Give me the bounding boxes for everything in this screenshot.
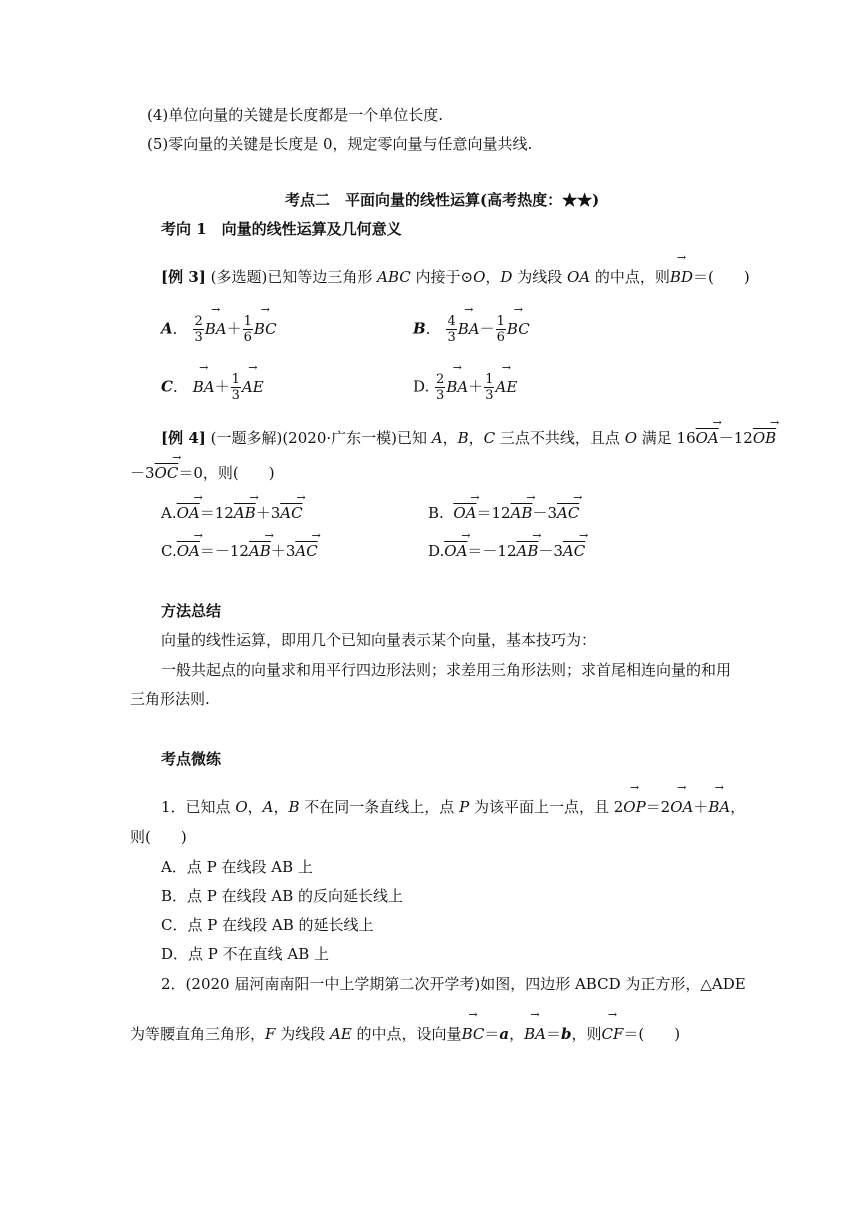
vector [557,501,579,523]
vector [517,539,539,561]
dot: ． [172,319,188,338]
option-label: C [161,377,173,396]
denominator: 3 [485,388,494,403]
example-4-tag: [例 4] [161,429,206,447]
text: ， [509,1025,525,1043]
vector-text: $\overline{AB}$ [233,504,256,522]
text: ＝－12 [199,542,249,560]
math-var: F [265,1025,276,1043]
fraction [243,314,253,345]
math-var: A [262,798,274,816]
fraction [496,314,506,345]
text: 满足 16 [637,429,696,447]
vector: → BA [205,319,227,339]
vector-text: $\overline{OA}$ [695,429,719,447]
math-var: b [560,1025,572,1043]
question-1-line2: 则( ) [130,828,187,846]
vector-oa [696,426,719,448]
vector-op: → OP [623,797,645,817]
math-var: O [235,798,248,816]
math-var: ABC [377,268,411,286]
numerator: 1 [243,314,252,329]
question-1-option-d: D．点 P 不在直线 AB 上 [161,945,330,963]
example-3-option-b [413,314,530,345]
math-var: a [499,1025,510,1043]
text: ， [247,798,263,816]
vector [280,501,302,523]
text: ＝12 [476,504,511,522]
vector-text: $\overline{AB}$ [510,504,533,522]
text: 三点不共线，且点 [495,429,625,447]
question-1-option-a: A．点 P 在线段 AB 上 [161,858,313,876]
example-4-stem-line2 [130,461,275,483]
math-var: B [288,798,300,816]
fraction [193,314,203,345]
option-label: A. [161,504,177,522]
vector-ba: → BA [708,797,730,817]
option-label: A [161,319,173,338]
method-para-1: 向量的线性运算，即用几个已知向量表示某个向量，基本技巧为： [161,631,597,649]
text: 为等腰直角三角形， [130,1025,266,1043]
math-var: A [431,429,443,447]
example-3-option-c [161,372,264,403]
vector-oc [155,461,179,483]
option-label: D. [413,377,430,396]
text: ＝2 [645,798,671,816]
operator: ＋ [468,377,484,396]
vector [249,539,271,561]
vector-text: $\overline{OC}$ [154,464,179,482]
example-3-option-d [413,372,517,403]
vector-oa: → OA [670,797,693,817]
vector-cf: → CF [602,1024,624,1044]
text: ＝ [545,1025,561,1043]
note-4: (4)单位向量的关键是长度都是一个单位长度. [147,106,444,124]
operator: － [479,319,495,338]
math-var: OA [567,268,591,286]
vector [234,501,256,523]
text: 为线段 [512,268,567,286]
operator: ＋ [226,319,242,338]
vector-ba: → BA [524,1024,546,1044]
text: (一题多解)(2020·广东一模)已知 [205,429,432,447]
text: ， [468,429,484,447]
option-label: D. [428,542,445,560]
math-var: B [457,429,469,447]
question-2-line2 [130,1024,680,1044]
option-label: C. [161,542,177,560]
example-4-option-b [428,501,579,523]
vector [563,539,585,561]
example-3-option-a [161,314,277,345]
vector-text: $\overline{AB}$ [248,542,271,560]
dot: ． [425,319,441,338]
question-2-line1: 2．(2020 届河南南阳一中上学期第二次开学考)如图，四边形 ABCD 为正方形，△ADE [161,975,746,993]
text: ＝0，则( ) [178,464,275,482]
section-heading: 考点二 平面向量的线性运算(高考热度：★★) [285,191,600,209]
vector [511,501,533,523]
vector: → BC [254,319,277,339]
numerator: 1 [496,314,505,329]
example-4-stem-line1 [161,426,776,448]
method-para-2b: 三角形法则. [130,690,210,708]
text: ， [273,798,289,816]
vector: → BC [507,319,530,339]
math-var: P [459,798,470,816]
question-1-option-c: C．点 P 在线段 AB 的延长线上 [161,916,374,934]
math-var: C [483,429,496,447]
fraction [231,372,241,403]
text: (多选题)已知等边三角形 [210,268,378,286]
note-5: (5)零向量的关键是长度是 0，规定零向量与任意向量共线. [147,135,533,153]
text: ＝12 [199,504,234,522]
text: 为该平面上一点，且 2 [469,798,624,816]
vector: → AE [495,377,517,397]
vector-text: $\overline{OA}$ [444,542,468,560]
example-3-tag: [例 3] [161,268,206,286]
numerator: 4 [447,314,456,329]
text: ， [442,429,458,447]
option-label: B. [428,504,444,522]
question-1-option-b: B．点 P 在线段 AB 的反向延长线上 [161,887,404,905]
math-var: O [473,268,486,286]
example-4-option-c [161,539,318,561]
vector-bc: → BC [462,1024,485,1044]
vector-bd: → BD [670,267,693,287]
text: ＋ [693,798,709,816]
numerator: 1 [231,372,240,387]
vector: → BA [458,319,480,339]
math-var: O [624,429,637,447]
text: 的中点，则 [590,268,670,286]
vector [177,539,200,561]
fraction [446,314,456,345]
text: ＝( ) [623,1025,681,1043]
vector-text: $\overline{AC}$ [562,542,586,560]
text: －3 [532,504,557,522]
operator: ＋ [214,377,230,396]
vector-text: $\overline{OB}$ [752,429,777,447]
text: 的中点，设向量 [351,1025,462,1043]
text: 为线段 [275,1025,330,1043]
sub-heading: 考向 1 向量的线性运算及几何意义 [161,220,402,238]
text: ＋3 [255,504,281,522]
text: ＝－12 [467,542,517,560]
numerator: 2 [194,314,203,329]
example-4-option-d [428,539,585,561]
vector-ob [753,426,776,448]
text: －3 [130,464,155,482]
text: ＝( ) [692,268,750,286]
vector [177,501,200,523]
denominator: 3 [436,388,445,403]
dot: ． [172,377,188,396]
vector [295,539,317,561]
math-var: AE [329,1025,352,1043]
example-4-option-a [161,501,303,523]
denominator: 3 [447,330,456,345]
text: ＋3 [270,542,296,560]
question-1-line1 [161,797,745,817]
text: －12 [718,429,753,447]
vector [444,539,467,561]
method-para-2a: 一般共起点的向量求和用平行四边形法则；求差用三角形法则；求首尾相连向量的和用 [161,661,732,679]
text: ， [485,268,501,286]
option-label: B [413,319,426,338]
fraction [484,372,494,403]
vector-text: $\overline{AB}$ [516,542,539,560]
vector-text: $\overline{OA}$ [176,542,200,560]
vector: → BA [446,377,468,397]
example-3-stem [161,267,750,287]
text: 内接于⊙ [410,268,474,286]
vector: → AE [242,377,264,397]
vector-text: $\overline{AC}$ [280,504,303,522]
math-var: D [500,268,513,286]
method-title: 方法总结 [161,602,222,620]
vector-text: $\overline{AC}$ [295,542,318,560]
denominator: 3 [194,330,203,345]
numerator: 1 [485,372,494,387]
vector [453,501,476,523]
vector-text: $\overline{AC}$ [556,504,580,522]
text: －3 [538,542,563,560]
practice-title: 考点微练 [161,750,222,768]
text: ， [730,798,746,816]
denominator: 6 [243,330,252,345]
vector-text: $\overline{OA}$ [176,504,200,522]
denominator: 3 [231,388,240,403]
text: ＝ [484,1025,500,1043]
text: 不在同一条直线上，点 [299,798,460,816]
numerator: 2 [436,372,445,387]
fraction [435,372,445,403]
vector: → BA [193,377,215,397]
vector-text: $\overline{OA}$ [453,504,477,522]
text: ，则 [571,1025,602,1043]
denominator: 6 [496,330,505,345]
text: 1．已知点 [161,798,236,816]
